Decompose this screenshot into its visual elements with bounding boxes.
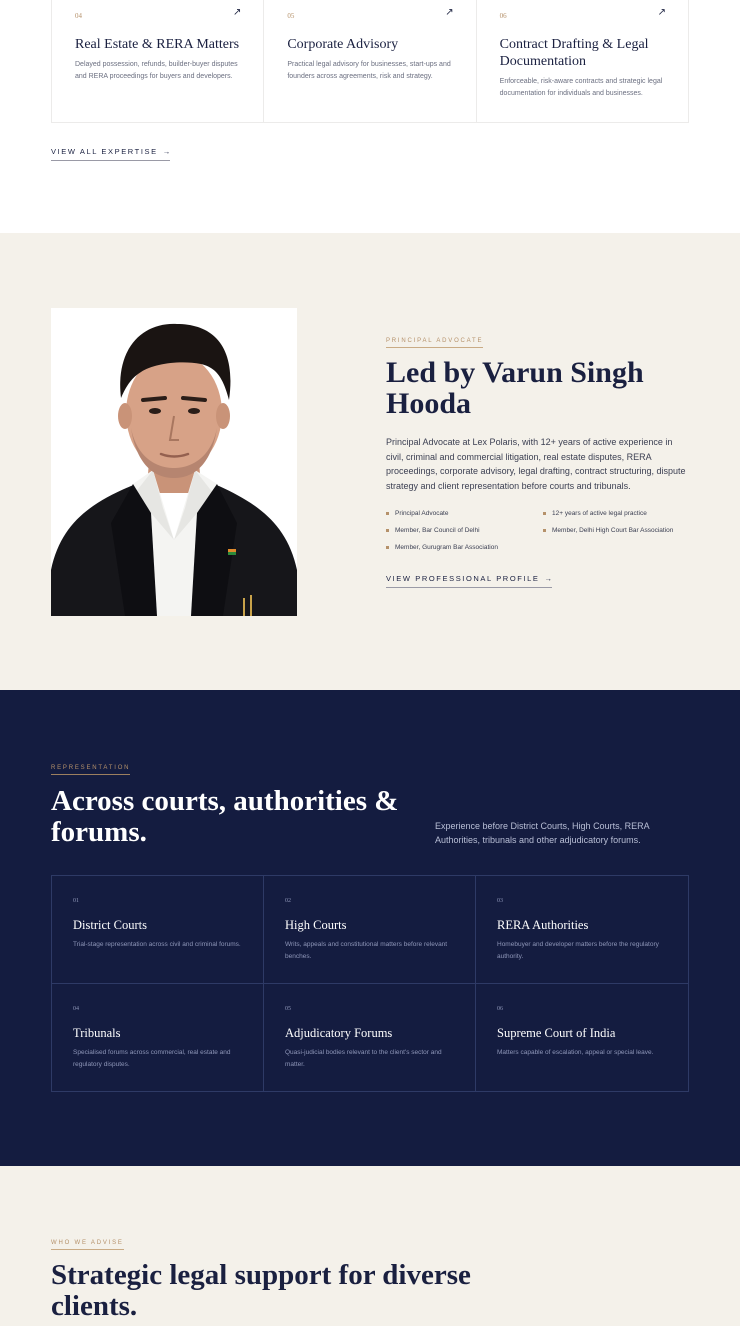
card-title: Corporate Advisory xyxy=(287,37,399,52)
court-number: 03 xyxy=(497,898,503,904)
clients-title: Strategic legal support for diverse clients. xyxy=(51,1259,471,1322)
credential-item xyxy=(543,509,696,518)
court-title: Tribunals xyxy=(73,1025,121,1040)
bullet-icon xyxy=(386,546,389,549)
arrow-right-icon: → xyxy=(544,574,552,583)
expertise-card-real-estate[interactable] xyxy=(52,0,264,122)
card-description: Practical legal advisory for businesses, start-ups and founders across agreements, risk and strategy. xyxy=(287,61,451,80)
court-description: Trial-stage representation across civil and criminal forums. xyxy=(73,941,241,948)
principal-advocate-section xyxy=(0,233,740,690)
arrow-up-right-icon[interactable]: ↗ xyxy=(445,7,454,18)
court-number: 01 xyxy=(73,898,79,904)
representation-section xyxy=(0,690,740,1166)
credentials-list xyxy=(386,509,696,552)
card-number: 04 xyxy=(75,12,82,20)
advocate-portrait xyxy=(51,308,297,616)
court-description: Specialised forums across commercial, real estate and regulatory disputes. xyxy=(73,1048,231,1068)
bullet-icon xyxy=(386,529,389,532)
court-description: Homebuyer and developer matters before the regulatory authority. xyxy=(497,941,659,960)
court-card-tribunals xyxy=(52,984,264,1092)
court-number: 05 xyxy=(285,1005,291,1012)
portrait-illustration xyxy=(51,308,297,616)
credential-text: Member, Delhi High Court Bar Association xyxy=(552,527,674,534)
card-number: 05 xyxy=(287,12,295,20)
representation-eyebrow: REPRESENTATION xyxy=(51,765,130,775)
court-title: District Courts xyxy=(73,918,147,932)
card-title: Contract Drafting & Legal Documentation xyxy=(499,37,649,69)
card-description: Enforceable, risk-aware contracts and strategic legal documentation for individuals and businesses. xyxy=(499,78,663,97)
courts-grid xyxy=(51,875,689,1092)
view-professional-profile-link[interactable] xyxy=(386,574,552,588)
arrow-up-right-icon[interactable]: ↗ xyxy=(657,7,666,18)
court-description: Quasi-judicial bodies relevant to the client's sector and matter. xyxy=(285,1048,442,1068)
representation-title: Across courts, authorities & forums. xyxy=(51,785,399,848)
advocate-title: Led by Varun Singh Hooda xyxy=(386,356,644,420)
expertise-section xyxy=(0,0,740,233)
court-card-district xyxy=(52,876,264,984)
view-all-expertise-link[interactable] xyxy=(51,147,170,161)
court-card-adjudicatory xyxy=(264,984,476,1092)
credential-text: Principal Advocate xyxy=(395,510,449,517)
credential-text: Member, Bar Council of Delhi xyxy=(395,527,480,534)
court-card-high xyxy=(264,876,476,984)
court-card-rera xyxy=(476,876,688,984)
court-number: 02 xyxy=(285,898,291,904)
card-description: Delayed possession, refunds, builder-buyer disputes and RERA proceedings for buyers and developers. xyxy=(75,61,238,80)
expertise-card-corporate[interactable] xyxy=(264,0,476,122)
court-description: Writs, appeals and constitutional matters before relevant benches. xyxy=(285,941,448,960)
representation-description: Experience before District Courts, High Courts, RERA Authorities, tribunals and other adjudicatory forums. xyxy=(435,821,650,845)
bullet-icon xyxy=(543,512,546,515)
bullet-icon xyxy=(543,529,546,532)
credential-item xyxy=(386,526,543,535)
link-label: VIEW ALL EXPERTISE xyxy=(51,147,158,156)
credential-text: Member, Gurugram Bar Association xyxy=(395,544,498,551)
credential-text: 12+ years of active legal practice xyxy=(552,510,647,517)
clients-eyebrow: WHO WE ADVISE xyxy=(51,1240,124,1250)
advocate-eyebrow: PRINCIPAL ADVOCATE xyxy=(386,338,483,348)
advocate-description: Principal Advocate at Lex Polaris, with 12+ years of active experience in civil, criminal and commercial litigation, real estate disputes, RERA proceedings, corporate advisory, legal drafting, contract structuring, dispute strategy and client representation before courts and tribunals. xyxy=(386,437,686,491)
expertise-card-contract[interactable] xyxy=(477,0,688,122)
court-description: Matters capable of escalation, appeal or special leave. xyxy=(497,1048,654,1056)
arrow-right-icon: → xyxy=(162,147,171,156)
court-number: 06 xyxy=(497,1005,503,1012)
court-title: Adjudicatory Forums xyxy=(285,1025,393,1040)
credential-item xyxy=(386,509,543,518)
card-title: Real Estate & RERA Matters xyxy=(75,37,240,52)
card-number: 06 xyxy=(499,12,507,20)
credential-item xyxy=(386,543,543,552)
credential-item xyxy=(543,526,696,535)
court-card-supreme xyxy=(476,984,688,1092)
court-number: 04 xyxy=(73,1005,79,1012)
expertise-grid xyxy=(51,0,689,123)
link-label: VIEW PROFESSIONAL PROFILE xyxy=(386,574,540,583)
court-title: RERA Authorities xyxy=(497,918,589,932)
arrow-up-right-icon[interactable]: ↗ xyxy=(232,7,242,18)
bullet-icon xyxy=(386,512,389,515)
court-title: High Courts xyxy=(285,918,347,932)
who-we-advise-section xyxy=(0,1166,740,1326)
court-title: Supreme Court of India xyxy=(497,1025,616,1040)
